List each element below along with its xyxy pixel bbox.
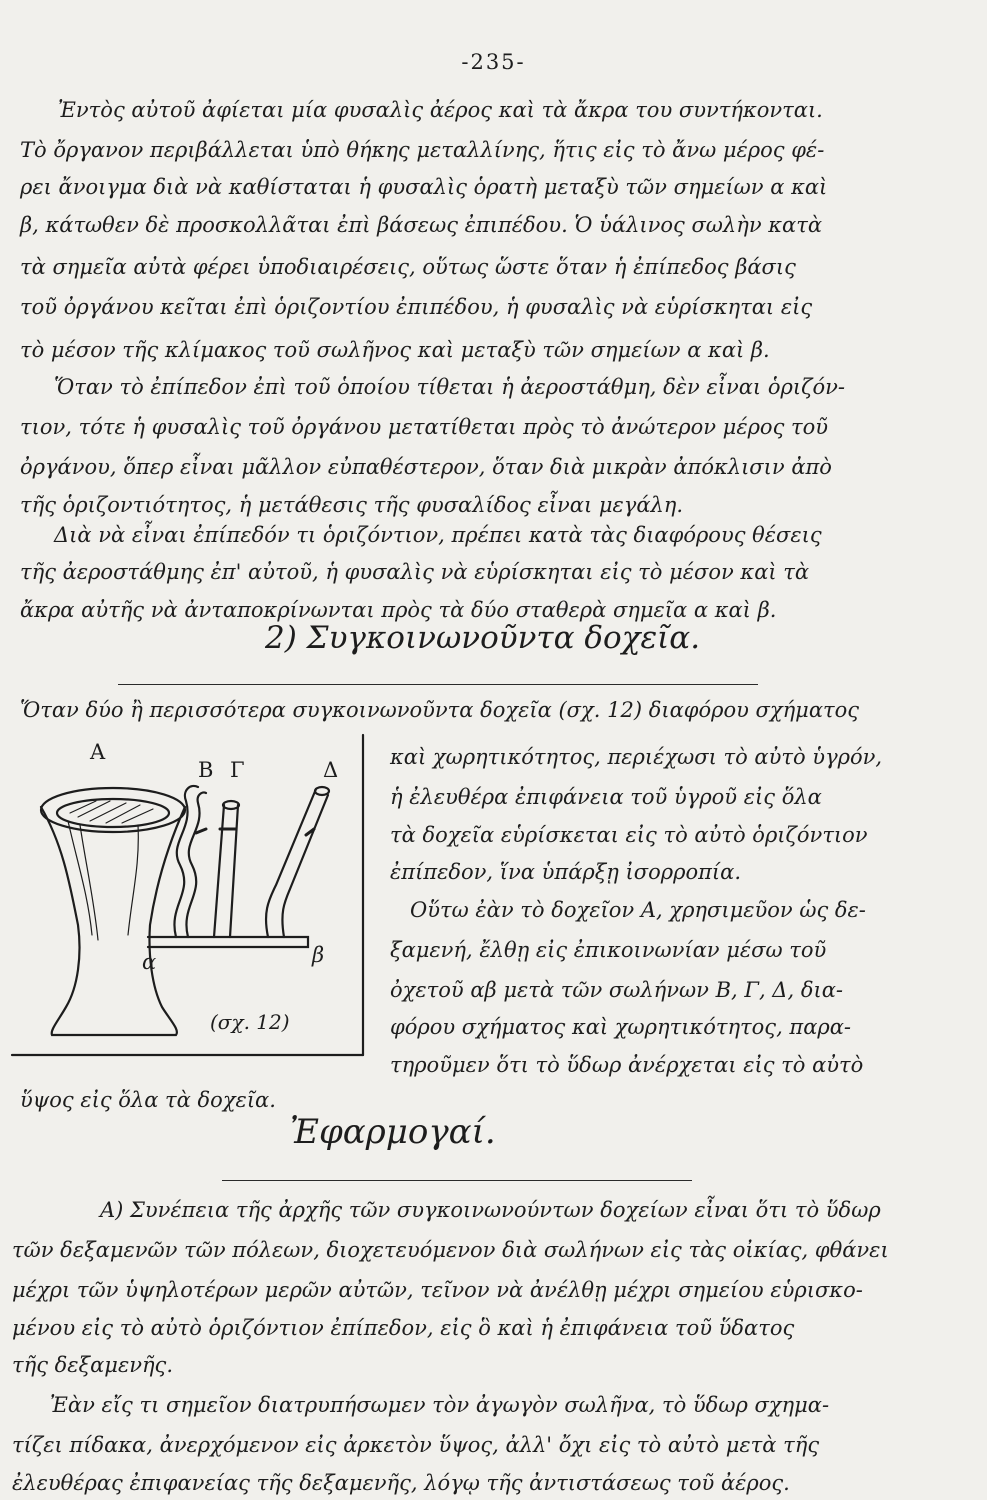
text-line: Ὅταν δύο ἢ περισσότερα συγκοινωνοῦντα δοχεῖα (σχ. 12) διαφόρου σχήματος	[20, 698, 860, 722]
text-line: καὶ χωρητικότητος, περιέχωσι τὸ αὐτὸ ὑγρόν,	[390, 745, 883, 769]
text-line: τίζει πίδακα, ἀνερχόμενον εἰς ἀρκετὸν ὕψος, ἀλλ' ὄχι εἰς τὸ αὐτὸ μετὰ τῆς	[12, 1433, 820, 1457]
label-b: β	[312, 943, 325, 967]
heading-underline	[118, 684, 758, 685]
text-line: τὰ δοχεῖα εὑρίσκεται εἰς τὸ αὐτὸ ὁριζόντιον	[390, 823, 868, 847]
text-line: ἐπίπεδον, ἵνα ὑπάρξῃ ἰσορροπία.	[390, 860, 741, 884]
text-line: ἡ ἐλευθέρα ἐπιφάνεια τοῦ ὑγροῦ εἰς ὅλα	[390, 785, 822, 809]
label-a: α	[142, 950, 157, 974]
text-line: Ὅταν τὸ ἐπίπεδον ἐπὶ τοῦ ὁποίου τίθεται ἡ ἀεροστάθμη, δὲν εἶναι ὁριζόν-	[54, 375, 845, 399]
text-line: Διὰ νὰ εἶναι ἐπίπεδόν τι ὁριζόντιον, πρέπει κατὰ τὰς διαφόρους θέσεις	[54, 523, 822, 547]
text-line: τοῦ ὀργάνου κεῖται ἐπὶ ὁριζοντίου ἐπιπέδου, ἡ φυσαλὶς νὰ εὑρίσκηται εἰς	[20, 295, 813, 319]
text-line: τῆς δεξαμενῆς.	[12, 1353, 173, 1377]
text-line: Ἐντὸς αὐτοῦ ἀφίεται μία φυσαλὶς ἀέρος καὶ τὰ ἄκρα του συντήκονται.	[58, 98, 823, 122]
page-number: -235-	[461, 50, 526, 74]
label-B: Β	[198, 758, 214, 782]
text-line: τιον, τότε ἡ φυσαλὶς τοῦ ὀργάνου μετατίθεται πρὸς τὸ ἀνώτερον μέρος τοῦ	[20, 415, 829, 439]
text-line: Ἐὰν εἴς τι σημεῖον διατρυπήσωμεν τὸν ἀγωγὸν σωλῆνα, τὸ ὕδωρ σχημα-	[50, 1393, 830, 1417]
section-title: 2) Συγκοινωνοῦντα δοχεῖα.	[265, 620, 701, 656]
text-line: Α) Συνέπεια τῆς ἀρχῆς τῶν συγκοινωνούντων δοχείων εἶναι ὅτι τὸ ὕδωρ	[100, 1198, 881, 1222]
text-line: ξαμενή, ἔλθῃ εἰς ἐπικοινωνίαν μέσω τοῦ	[390, 938, 827, 962]
text-line: ὀργάνου, ὅπερ εἶναι μᾶλλον εὐπαθέστερον, ὅταν διὰ μικρὰν ἀπόκλισιν ἀπὸ	[20, 455, 832, 479]
text-line: τῆς ἀεροστάθμης ἐπ' αὐτοῦ, ἡ φυσαλὶς νὰ εὑρίσκηται εἰς τὸ μέσον καὶ τὰ	[20, 560, 810, 584]
text-line: Τὸ ὄργανον περιβάλλεται ὑπὸ θήκης μεταλλίνης, ἥτις εἰς τὸ ἄνω μέρος φέ-	[20, 138, 825, 162]
text-line: ρει ἄνοιγμα διὰ νὰ καθίσταται ἡ φυσαλὶς ὁρατὴ μεταξὺ τῶν σημείων α καὶ	[20, 175, 828, 199]
text-line: ὕψος εἰς ὅλα τὰ δοχεῖα.	[20, 1088, 276, 1112]
label-G: Γ	[230, 758, 245, 782]
text-line: μέχρι τῶν ὑψηλοτέρων μερῶν αὐτῶν, τεῖνον νὰ ἀνέλθῃ μέχρι σημείου εὑρισκο-	[12, 1278, 863, 1302]
communicating-vessels-figure	[8, 725, 370, 1060]
heading-underline	[222, 1180, 692, 1181]
text-line: β, κάτωθεν δὲ προσκολλᾶται ἐπὶ βάσεως ἐπιπέδου. Ὁ ὑάλινος σωλὴν κατὰ	[20, 213, 823, 237]
text-line: μένου εἰς τὸ αὐτὸ ὁριζόντιον ἐπίπεδον, εἰς ὃ καὶ ἡ ἐπιφάνεια τοῦ ὕδατος	[12, 1316, 795, 1340]
text-line: ἄκρα αὐτῆς νὰ ἀνταποκρίνωνται πρὸς τὰ δύο σταθερὰ σημεῖα α καὶ β.	[20, 598, 777, 622]
text-line: τὸ μέσον τῆς κλίμακος τοῦ σωλῆνος καὶ μεταξὺ τῶν σημείων α καὶ β.	[20, 338, 770, 362]
text-line: Οὕτω ἐὰν τὸ δοχεῖον Α, χρησιμεῦον ὡς δε-	[410, 898, 866, 922]
label-D: Δ	[323, 758, 339, 782]
figure-caption: (σχ. 12)	[210, 1010, 290, 1034]
text-line: φόρου σχήματος καὶ χωρητικότητος, παρα-	[390, 1015, 852, 1039]
text-line: τηροῦμεν ὅτι τὸ ὕδωρ ἀνέρχεται εἰς τὸ αὐτὸ	[390, 1053, 864, 1077]
text-line: ἐλευθέρας ἐπιφανείας τῆς δεξαμενῆς, λόγῳ τῆς ἀντιστάσεως τοῦ ἀέρος.	[12, 1471, 790, 1495]
applications-title: Ἐφαρμογαί.	[290, 1112, 496, 1152]
text-line: τῶν δεξαμενῶν τῶν πόλεων, διοχετευόμενον διὰ σωλήνων εἰς τὰς οἰκίας, φθάνει	[12, 1238, 889, 1262]
label-A: Α	[90, 740, 106, 764]
text-line: τῆς ὁριζοντιότητος, ἡ μετάθεσις τῆς φυσαλίδος εἶναι μεγάλη.	[20, 493, 684, 517]
text-line: ὀχετοῦ αβ μετὰ τῶν σωλήνων Β, Γ, Δ, δια-	[390, 978, 843, 1002]
text-line: τὰ σημεῖα αὐτὰ φέρει ὑποδιαιρέσεις, οὕτως ὥστε ὅταν ἡ ἐπίπεδος βάσις	[20, 255, 796, 279]
